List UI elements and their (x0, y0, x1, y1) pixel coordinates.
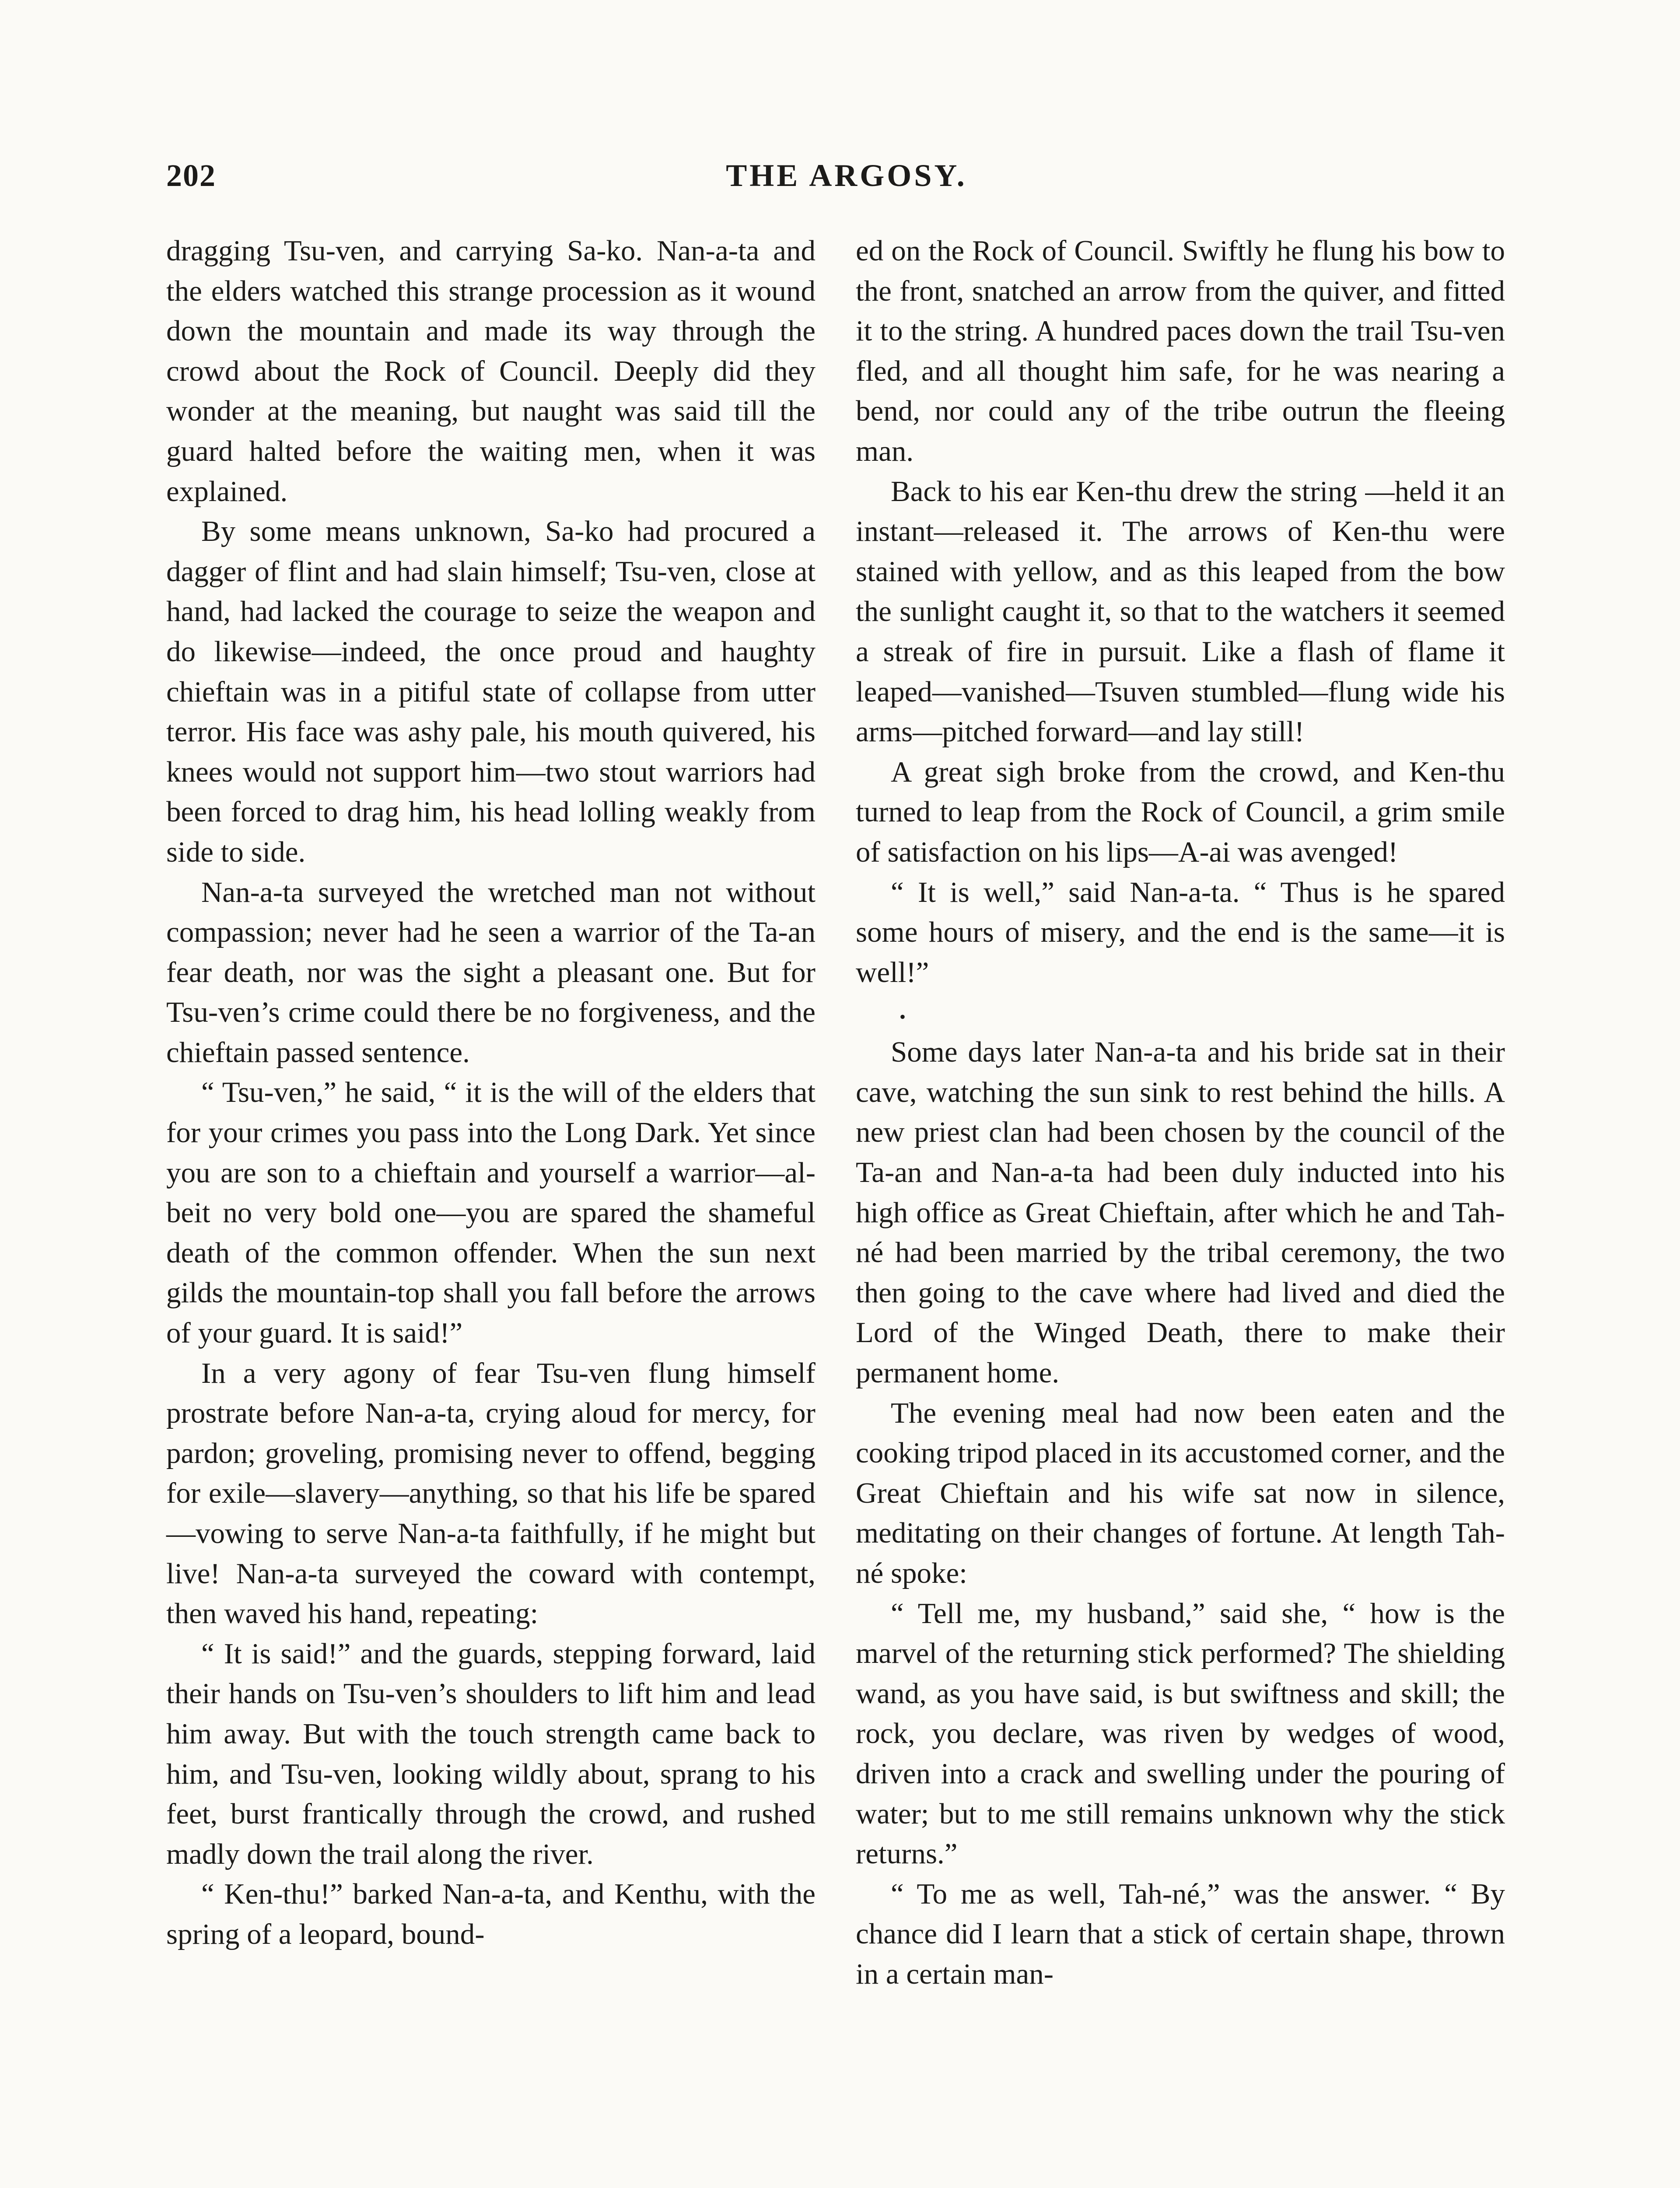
running-head: THE ARGOSY. (726, 158, 967, 193)
page-header (166, 158, 1527, 201)
paragraph: “ It is said!” and the guards, stepping forward, laid their hands on Tsu-ven’s shoulders to lift him and lead him away. But with the touch strength came back to him, and Tsu-ven, looking wildly about, sprang to his feet, burst frantically through the crowd, and rushed madly down the trail along the river. (166, 1637, 816, 1870)
paragraph: “ Tsu-ven,” he said, “ it is the will of the elders that for your crimes you pass into the Long Dark. Yet since you are son to a chieftain and yourself a warrior—albeit no very bold one—you are spared the shameful death of the common offender. When the sun next gilds the mountain-top shall you fall before the arrows of your guard. It is said!” (166, 1076, 816, 1350)
paragraph: “ It is well,” said Nan-a-ta. “ Thus is he spared some hours of misery, and the end is the same—it is well!” (856, 876, 1505, 989)
section-break-dot: • (900, 1007, 906, 1027)
paragraph: “ Ken-thu!” barked Nan-a-ta, and Kenthu, with the spring of a leopard, bound- (166, 1878, 816, 1950)
left-column (166, 231, 816, 1955)
paragraph: Some days later Nan-a-ta and his bride sat in their cave, watching the sun sink to rest behind the hills. A new priest clan had been chosen by the council of the Ta-an and Nan-a-ta had been duly inducted into his high office as Great Chieftain, after which he and Tah-né had been married by the tribal ceremony, the two then going to the cave where had lived and died the Lord of the Winged Death, there to make their permanent home. (856, 1036, 1505, 1389)
paragraph: “ Tell me, my husband,” said she, “ how is the marvel of the returning stick performed? The shielding wand, as you have said, is but swiftness and skill; the rock, you declare, was riven by wedges of wood, driven into a crack and swelling under the pouring of water; but to me still remains unknown why the stick returns.” (856, 1597, 1505, 1870)
paragraph: “ To me as well, Tah-né,” was the answer. “ By chance did I learn that a stick of certain shape, thrown in a certain man- (856, 1877, 1505, 1990)
paragraph: By some means unknown, Sa-ko had procured a dagger of flint and had slain himself; Tsu-ven, close at hand, had lacked the courage to seize the weapon and do likewise—indeed, the once proud and haughty chieftain was in a pitiful state of collapse from utter terror. His face was ashy pale, his mouth quivered, his knees would not support him—two stout warriors had been forced to drag him, his head lolling weakly from side to side. (166, 515, 816, 868)
right-column (856, 231, 1505, 1995)
paragraph: ed on the Rock of Council. Swiftly he flung his bow to the front, snatched an arrow from the quiver, and fitted it to the string. A hundred paces down the trail Tsu-ven fled, and all thought him safe, for he was nearing a bend, nor could any of the tribe outrun the fleeing man. (856, 235, 1505, 467)
paragraph: Back to his ear Ken-thu drew the string —held it an instant—released it. The arrows of Ken-thu were stained with yellow, and as this leaped from the bow the sunlight caught it, so that to the watchers it seemed a streak of fire in pursuit. Like a flash of flame it leaped—vanished—Tsuven stumbled—flung wide his arms—pitched forward—and lay still! (856, 475, 1505, 748)
section-break (856, 992, 1505, 1032)
paragraph: The evening meal had now been eaten and the cooking tripod placed in its accustomed corner, and the Great Chieftain and his wife sat now in silence, meditating on their changes of fortune. At length Tah-né spoke: (856, 1396, 1505, 1589)
paragraph: Nan-a-ta surveyed the wretched man not without compassion; never had he seen a warrior of the Ta-an fear death, nor was the sight a pleasant one. But for Tsu-ven’s crime could there be no forgiveness, and the chieftain passed sentence. (166, 876, 816, 1069)
paragraph: dragging Tsu-ven, and carrying Sa-ko. Nan-a-ta and the elders watched this strange procession as it wound down the mountain and made its way through the crowd about the Rock of Council. Deeply did they wonder at the meaning, but naught was said till the guard halted before the waiting men, when it was explained. (166, 235, 816, 508)
paragraph: In a very agony of fear Tsu-ven flung himself prostrate before Nan-a-ta, crying aloud for mercy, for pardon; groveling, promising never to offend, begging for exile—slavery—anything, so that his life be spared—vowing to serve Nan-a-ta faithfully, if he might but live! Nan-a-ta surveyed the coward with contempt, then waved his hand, repeating: (166, 1357, 816, 1630)
paragraph: A great sigh broke from the crowd, and Ken-thu turned to leap from the Rock of Council, a grim smile of satisfaction on his lips—A-ai was avenged! (856, 755, 1505, 868)
page-number: 202 (166, 158, 216, 193)
